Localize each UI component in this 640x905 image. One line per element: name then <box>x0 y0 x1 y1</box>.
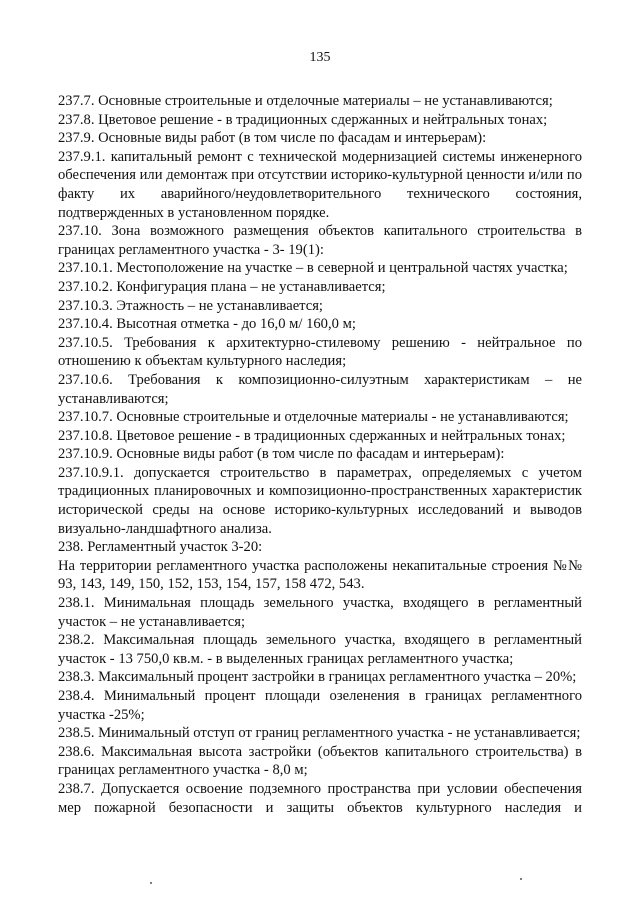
scan-speck <box>520 878 522 880</box>
paragraph: 237.9.1. капитальный ремонт с технической модернизацией системы инженерного обеспечения или демонтаж при отсутствии историко-культурной ценности и/или по факту их аварийного/неудовлетворительного технического состояния, подтвержденных в установленном порядке. <box>58 148 582 221</box>
paragraph: 238.3. Максимальный процент застройки в границах регламентного участка – 20%; <box>58 669 577 686</box>
paragraph: 237.10. Зона возможного размещения объектов капитального строительства в границах регламентного участка - 3- 19(1): <box>58 223 582 258</box>
paragraph: 237.10.6. Требования к композиционно-силуэтным характеристикам – не устанавливаются; <box>58 371 582 407</box>
paragraph: 237.10.3. Этажность – не устанавливается; <box>58 297 323 314</box>
paragraph: 238.1. Минимальная площадь земельного участка, входящего в регламентный участок – не устанавливается; <box>58 595 582 630</box>
paragraph: 237.10.1. Местоположение на участке – в северной и центральной частях участка; <box>58 260 568 277</box>
paragraph: 238.7. Допускается освоение подземного пространства при условии обеспечения мер пожарной безопасности и защиты объектов культурного наследия и <box>58 780 582 816</box>
paragraph: 237.10.9. Основные виды работ (в том числе по фасадам и интерьерам): <box>58 446 505 463</box>
document-body <box>58 92 582 817</box>
paragraph: 238.6. Максимальная высота застройки (объектов капитального строительства) в границах регламентного участка - 8,0 м; <box>58 743 582 779</box>
paragraph: 237.10.5. Требования к архитектурно-стилевому решению - нейтральное по отношению к объектам культурного наследия; <box>58 334 582 370</box>
page-number: 135 <box>309 50 331 65</box>
scan-speck <box>150 882 152 884</box>
paragraph: 238.5. Минимальный отступ от границ регламентного участка - не устанавливается; <box>58 725 581 742</box>
paragraph: 238.2. Максимальная площадь земельного участка, входящего в регламентный участок - 13 750,0 кв.м. - в выделенных границах регламентного участка; <box>58 632 582 667</box>
paragraph: 237.7. Основные строительные и отделочные материалы – не устанавливаются; <box>58 93 553 109</box>
paragraph: 237.10.9.1. допускается строительство в параметрах, определяемых с учетом традиционных планировочных и композиционно-пространственных характеристик исторической среды на основе историко-культурных исследований и выводов визуально-ландшафтного анализа. <box>58 464 582 537</box>
paragraph: 237.9. Основные виды работ (в том числе по фасадам и интерьерам): <box>58 130 487 147</box>
paragraph: 238. Регламентный участок 3-20: <box>58 539 263 556</box>
paragraph: 237.10.4. Высотная отметка - до 16,0 м/ 160,0 м; <box>58 316 356 333</box>
paragraph: 237.10.8. Цветовое решение - в традиционных сдержанных и нейтральных тонах; <box>58 427 566 444</box>
paragraph: 237.8. Цветовое решение - в традиционных сдержанных и нейтральных тонах; <box>58 111 548 128</box>
paragraph: 237.10.2. Конфигурация плана – не устанавливается; <box>58 278 386 295</box>
paragraph: На территории регламентного участка расположены некапитальные строения №№ 93, 143, 149, 150, 152, 153, 154, 157, 158 472, 543. <box>58 557 582 593</box>
paragraph: 237.10.7. Основные строительные и отделочные материалы - не устанавливаются; <box>58 409 569 426</box>
paragraph: 238.4. Минимальный процент площади озеленения в границах регламентного участка -25%; <box>58 688 582 723</box>
